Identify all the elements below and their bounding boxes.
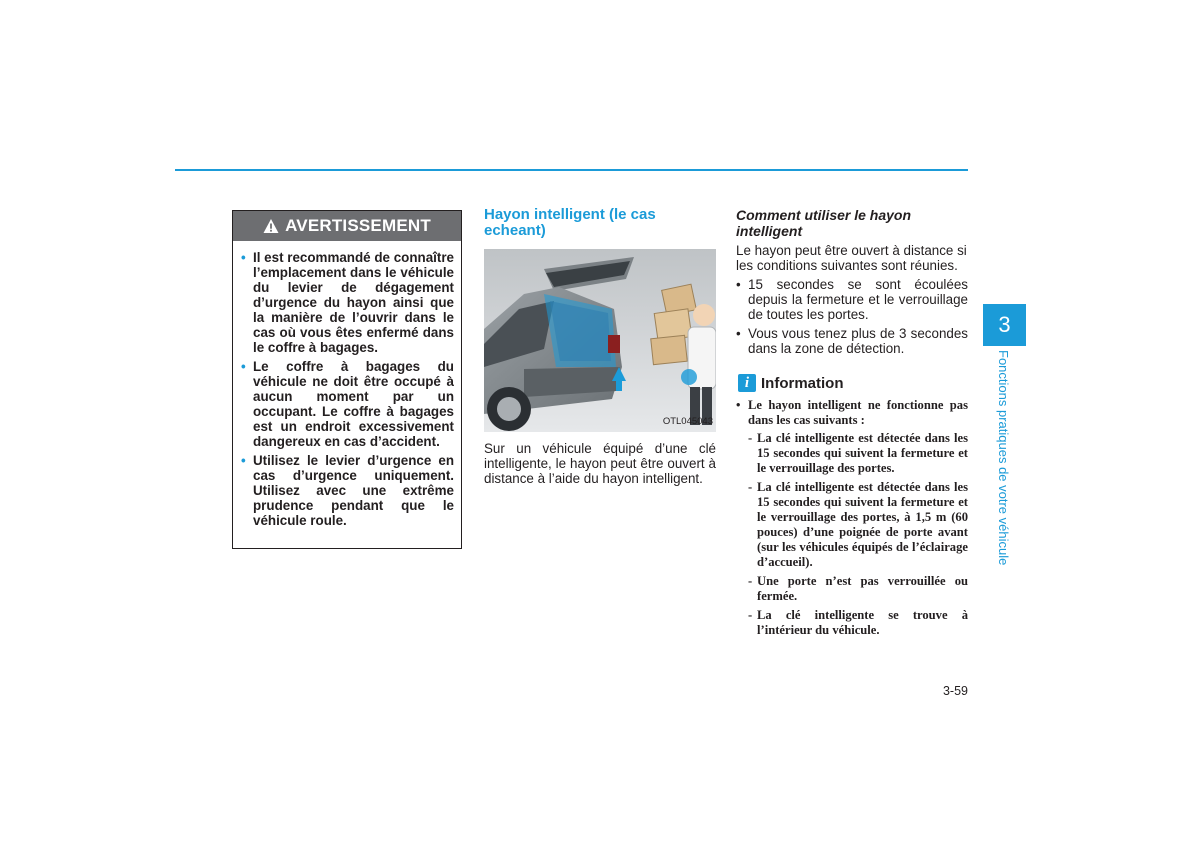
- warning-item: • Il est recommandé de connaître l’emplacement dans le véhicule du levier de dégagement d’urgence du hayon ainsi que la manière de l’ouvrir dans le cas où vous êtes enfermé dans le coffre à bagages.: [241, 250, 454, 355]
- chapter-label: Fonctions pratiques de votre véhicule: [996, 350, 1011, 566]
- howto-intro: Le hayon peut être ouvert à distance si les conditions suivantes sont réunies.: [736, 243, 967, 273]
- information-main: • Le hayon intelligent ne fonctionne pas dans les cas suivants :: [736, 398, 968, 428]
- figure-code: OTL045043: [662, 416, 713, 427]
- warning-item: • Utilisez le levier d’urgence en cas d’urgence uniquement. Utilisez avec une extrême prudence pendant que le véhicule roule.: [241, 453, 454, 528]
- car-tailgate-image: [484, 249, 716, 432]
- information-item: - Une porte n’est pas verrouillée ou fermée.: [748, 574, 968, 604]
- section-title: Hayon intelligent (le cas echeant): [484, 206, 656, 239]
- smart-tailgate-illustration: [484, 249, 716, 432]
- condition-item: • Vous vous tenez plus de 3 secondes dans la zone de détection.: [736, 326, 968, 356]
- warning-header: [233, 211, 461, 241]
- information-list: [736, 431, 968, 638]
- information-item: - La clé intelligente est détectée dans les 15 secondes qui suivent la fermeture et le verrouillage des portes.: [748, 431, 968, 476]
- warning-list: [233, 241, 461, 528]
- header-rule: [175, 169, 968, 171]
- info-icon: i: [738, 374, 756, 392]
- warning-triangle-icon: [263, 218, 279, 234]
- conditions-list: [736, 277, 968, 360]
- section-text: Sur un véhicule équipé d’une clé intelligente, le hayon peut être ouvert à distance à l’aide du hayon intelligent.: [484, 441, 716, 486]
- warning-title: AVERTISSEMENT: [285, 216, 431, 235]
- information-title: Information: [761, 374, 844, 392]
- howto-title: Comment utiliser le hayon intelligent: [736, 207, 912, 239]
- warning-item: • Le coffre à bagages du véhicule ne doit être occupé à aucun moment par un occupant. Le coffre à bagages est un endroit excessivement dangereux en cas d’accident.: [241, 359, 454, 449]
- information-item: - La clé intelligente est détectée dans les 15 secondes qui suivent la fermeture et le verrouillage des portes, à 1,5 m (60 pouces) d’une poignée de porte avant (sur les véhicules équipés de l’éclairage d’accueil).: [748, 480, 968, 570]
- page-number: 3-59: [942, 684, 968, 698]
- condition-item: • 15 secondes se sont écoulées depuis la fermeture et le verrouillage de toutes les portes.: [736, 277, 968, 322]
- warning-box: [232, 210, 462, 549]
- information-body: [736, 398, 968, 642]
- information-item: - La clé intelligente se trouve à l’intérieur du véhicule.: [748, 608, 968, 638]
- information-header: [738, 374, 844, 392]
- chapter-tab: 3: [983, 304, 1026, 346]
